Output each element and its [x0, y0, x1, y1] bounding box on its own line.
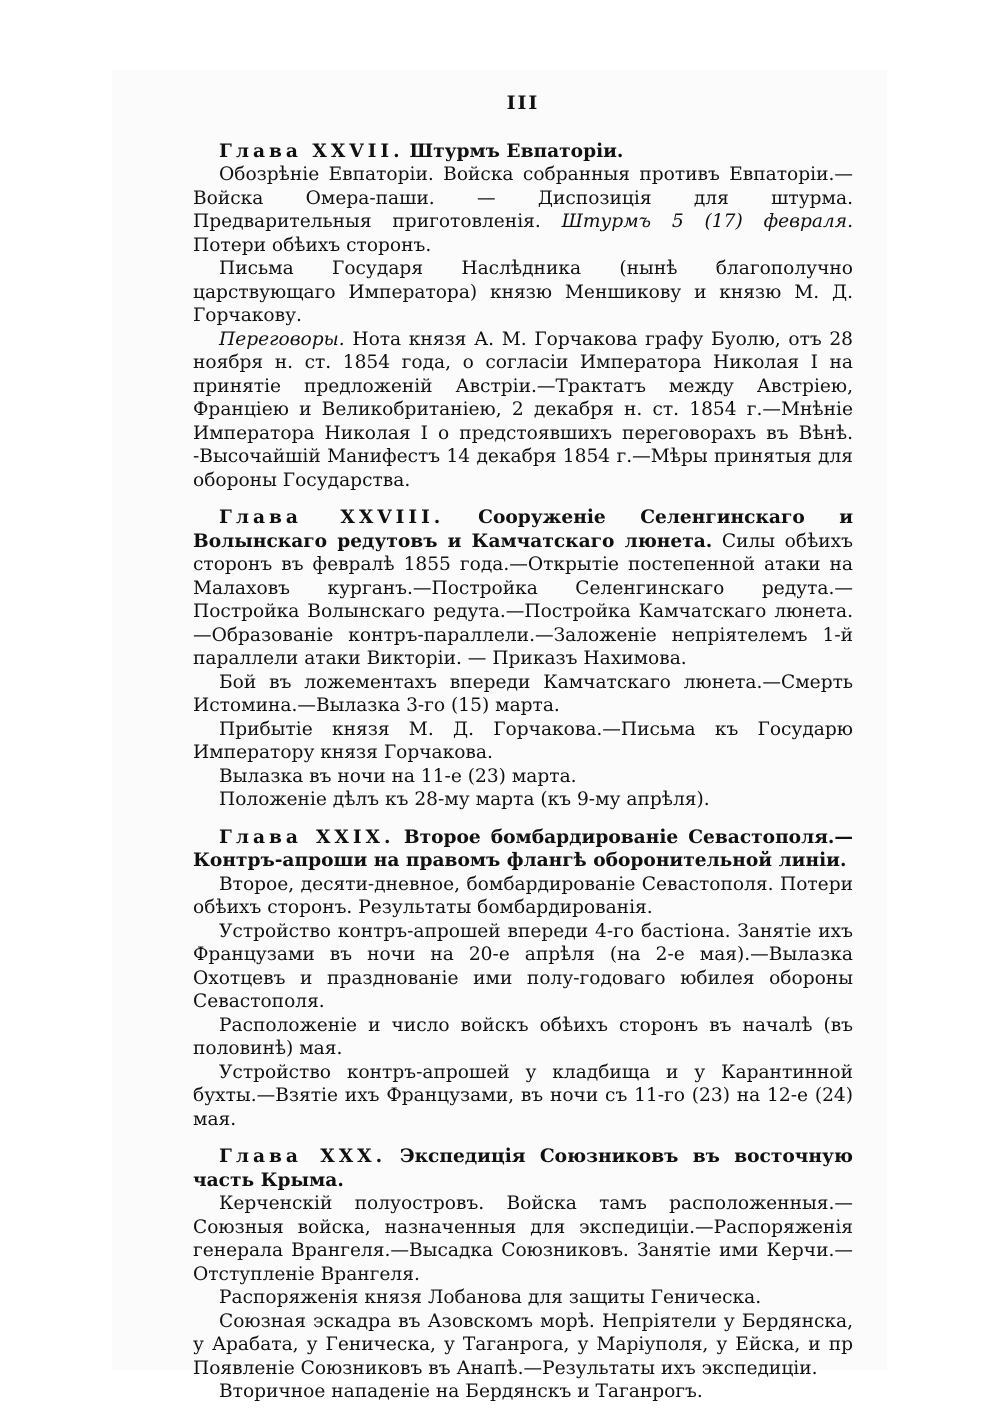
document-body [193, 92, 853, 1418]
paragraph [193, 1310, 853, 1381]
chapter-title: Экспедиція Союзниковъ въ восточную часть Крыма. [193, 1146, 853, 1191]
chapter-heading [193, 1145, 853, 1192]
text-segment: Вылазка въ ночи на 11-е (23) марта. [219, 765, 577, 787]
paragraph [193, 1192, 853, 1286]
text-segment: Письма Государя Наслѣдника (нынѣ благополучно царствующаго Императора) князю Меншикову и князю М. Д. Горчакову. [193, 258, 853, 326]
chapter-title: Сооруженіе Селенгинскаго и Волынскаго редутовъ и Камчатскаго люнета. [193, 507, 853, 552]
paragraph [193, 765, 853, 789]
chapter-label: Глава XXVIII. [219, 507, 445, 528]
text-segment: Прибытіе князя М. Д. Горчакова.—Письма къ Государю Императору князя Горчакова. [193, 718, 853, 763]
chapter-title: Второе бомбардированіе Севастополя.—Контръ-апроши на правомъ флангѣ оборонительной линіи. [193, 826, 853, 871]
chapter-lead-text: Силы обѣихъ сторонъ въ февралѣ 1855 года.—Открытіе постепенной атаки на Малаховъ курганъ.—Постройка Селенгинскаго редута.—Постройка Волынскаго редута.—Постройка Камчатскаго люнета.—Образованіе контръ-параллели.—Заложеніе непріятелемъ 1-й параллели атаки Викторіи. — Приказъ Нахимова. [193, 530, 853, 669]
chapter-label: Глава XXX. [219, 1146, 387, 1167]
text-segment: Потери обѣихъ сторонъ. [193, 234, 432, 256]
paragraph [193, 873, 853, 920]
text-segment: Нота князя А. М. Горчакова графу Буолю, отъ 28 ноября н. ст. 1854 года, о согласіи Императора Николая I на принятіе предложеній Австріи.—Трактатъ между Австріею, Франціею и Великобританіею, 2 декабря н. ст. 1854 г.—Мнѣніе Императора Николая I о предстоявшихъ переговорахъ въ Вѣнѣ. -Высочайшій Манифестъ 14 декабря 1854 г.—Мѣры принятыя для обороны Государства. [193, 328, 853, 491]
chapter-heading [193, 140, 853, 164]
paragraph [193, 328, 853, 493]
text-segment: Второе, десяти-дневное, бомбардированіе Севастополя. Потери обѣихъ сторонъ. Результаты бомбардированія. [193, 873, 853, 918]
paragraph [193, 1286, 853, 1310]
paragraph [193, 671, 853, 718]
paragraph [193, 257, 853, 328]
italic-segment: Переговоры. [219, 328, 345, 350]
text-segment: Устройство контръ-апрошей впереди 4-го бастіона. Занятіе ихъ Французами въ ночи на 20-е апрѣля (на 2-е мая).—Вылазка Охотцевъ и празднованіе ими полу-годоваго юбилея обороны Севастополя. [193, 920, 853, 1012]
chapter-label: Глава XXVII. [219, 140, 404, 162]
text-segment: Распоряженія князя Лобанова для защиты Геническа. [219, 1287, 762, 1308]
chapter-28 [193, 506, 853, 812]
paragraph [193, 1380, 853, 1404]
chapter-heading [193, 826, 853, 873]
chapter-30 [193, 1145, 853, 1404]
text-segment: Устройство контръ-апрошей у кладбища и у Карантинной бухты.—Взятіе ихъ Французами, въ ночи съ 11-го (23) на 12-е (24) мая. [193, 1061, 853, 1130]
chapter-title: Штурмъ Евпаторіи. [409, 140, 624, 162]
chapter-heading [193, 506, 853, 671]
page-number: III [506, 92, 540, 114]
text-segment: Расположеніе и число войскъ обѣихъ сторонъ въ началѣ (въ половинѣ) мая. [193, 1014, 853, 1059]
paragraph [193, 788, 853, 812]
text-segment: Союзная эскадра въ Азовскомъ морѣ. Непріятели у Бердянска, у Арабата, у Геническа, у Таганрога, у Маріуполя, у Ейска, и пр Появленіе Союзниковъ въ Анапѣ.—Результаты ихъ экспедиціи. [193, 1310, 853, 1379]
text-segment: Бой въ ложементахъ впереди Камчатскаго люнета.—Смерть Истомина.—Вылазка 3-го (15) марта. [193, 671, 853, 716]
text-segment: Керченскій полуостровъ. Войска тамъ расположенныя.—Союзныя войска, назначенныя для экспедиціи.—Распоряженія генерала Врангеля.—Высадка Союзниковъ. Занятіе ими Керчи.—Отступленіе Врангеля. [193, 1193, 853, 1285]
chapter-27 [193, 140, 853, 493]
italic-segment: Штурмъ 5 (17) февраля. [561, 211, 853, 232]
paragraph [193, 718, 853, 765]
chapter-label: Глава XXIX. [219, 826, 395, 848]
paragraph [193, 163, 853, 257]
text-segment: Вторичное нападеніе на Бердянскъ и Таганрогъ. [219, 1381, 703, 1402]
paragraph [193, 1014, 853, 1061]
paragraph [193, 920, 853, 1014]
chapter-29 [193, 826, 853, 1132]
paragraph [193, 1061, 853, 1132]
text-segment: Положеніе дѣлъ къ 28-му марта (къ 9-му апрѣля). [219, 789, 710, 810]
text-segment: Обозрѣніе Евпаторіи. Войска собранныя противъ Евпаторіи.—Войска Омера-паши. — Диспозиція для штурма. Предварительныя приготовленія. [193, 164, 853, 232]
